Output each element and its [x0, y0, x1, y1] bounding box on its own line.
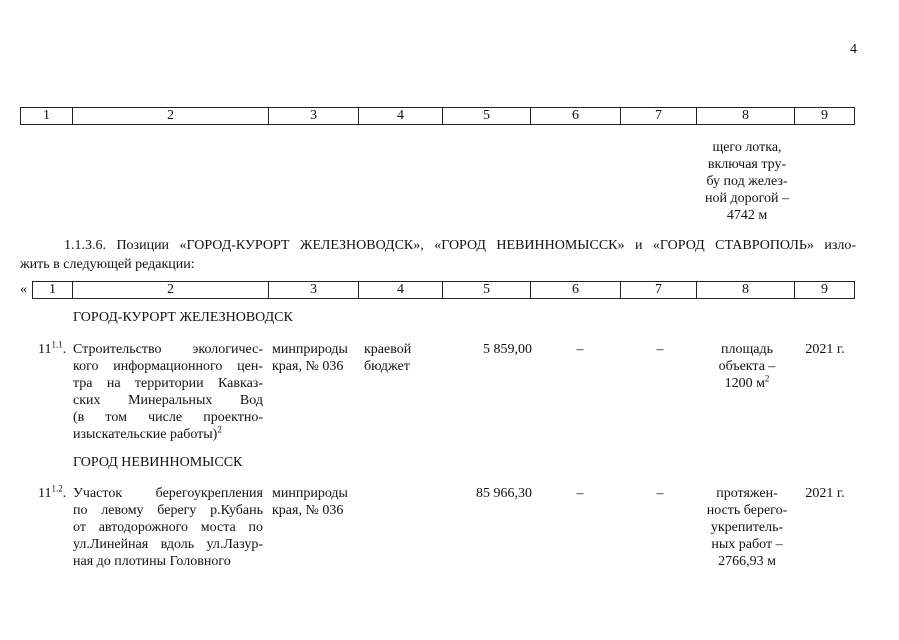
row-number-suffix: .	[62, 342, 67, 357]
column-header-5: 5	[443, 108, 531, 125]
object-name	[73, 485, 263, 570]
column-header-1: 1	[33, 282, 73, 299]
name-line: ул.Линейная вдоль ул.Лазур-	[73, 537, 263, 552]
column-header-1: 1	[21, 108, 73, 125]
source-line: бюджет	[364, 359, 410, 374]
name-line: кого информационного цен-	[73, 359, 263, 374]
column-header-2: 2	[73, 108, 269, 125]
amount: 85 966,30	[476, 486, 532, 501]
column-header-6: 6	[531, 282, 621, 299]
name-line: изыскательские работы)	[73, 427, 218, 442]
column-header-4: 4	[359, 282, 443, 299]
result-indicator	[698, 341, 796, 392]
result-line: укрепитель-	[710, 520, 784, 535]
continued-line: 4742 м	[726, 208, 768, 223]
section-title-nevinnomyssk: ГОРОД НЕВИННОМЫССК	[73, 455, 243, 470]
column-header-7: 7	[621, 282, 697, 299]
paragraph-line-1: 1.1.3.6. Позиции «ГОРОД-КУРОРТ ЖЕЛЕЗНОВОДСК», «ГОРОД НЕВИННОМЫССК» и «ГОРОД СТАВРОПОЛЬ» изло-	[64, 238, 856, 253]
name-line: по левому берегу р.Кубань	[73, 503, 263, 518]
result-line: ных работ –	[711, 537, 783, 552]
column-header-8: 8	[697, 282, 795, 299]
name-line: Участок берегоукрепления	[73, 486, 263, 501]
amendment-paragraph	[20, 236, 856, 274]
table-header-row-top	[20, 107, 855, 125]
year: 2021 г.	[805, 342, 845, 357]
continued-line: включая тру-	[707, 157, 787, 172]
row-number-main: 11	[38, 342, 52, 357]
column-header-3: 3	[269, 108, 359, 125]
footnote-sup: 2	[217, 424, 222, 435]
column-header-6: 6	[531, 108, 621, 125]
column-header-8: 8	[697, 108, 795, 125]
executor-line: края, № 036	[272, 359, 344, 374]
continued-line: бу под желез-	[706, 174, 788, 189]
result-indicator	[698, 485, 796, 570]
executor-line: минприроды	[272, 486, 348, 501]
open-quote: «	[20, 282, 27, 297]
name-line: тра на территории Кавказ-	[73, 376, 263, 391]
name-line: Строительство экологичес-	[73, 342, 263, 357]
result-line: площадь	[721, 342, 773, 357]
row-number-main: 11	[38, 486, 52, 501]
row-number	[38, 341, 72, 358]
result-line: 1200 м	[724, 376, 765, 391]
column-6-value: –	[576, 342, 584, 357]
row-number-sup: 1.1	[51, 339, 63, 350]
object-name	[73, 341, 263, 443]
result-line: объекта –	[718, 359, 776, 374]
row-number-suffix: .	[62, 486, 67, 501]
source-line: краевой	[364, 342, 412, 357]
name-line: ских Минеральных Вод	[73, 393, 263, 408]
name-line: ная до плотины Головного	[73, 554, 231, 569]
column-header-9: 9	[795, 282, 855, 299]
column-header-3: 3	[269, 282, 359, 299]
executor-line: края, № 036	[272, 503, 344, 518]
column-header-2: 2	[73, 282, 269, 299]
executor-line: минприроды	[272, 342, 348, 357]
executor	[272, 341, 360, 375]
row-number-sup: 1.2	[51, 483, 63, 494]
column-header-5: 5	[443, 282, 531, 299]
result-line: ность берего-	[706, 503, 788, 518]
amount: 5 859,00	[483, 342, 532, 357]
continued-line: щего лотка,	[712, 140, 782, 155]
paragraph-line-2: жить в следующей редакции:	[20, 257, 195, 272]
row-number	[38, 485, 72, 502]
section-title-zheleznovodsk: ГОРОД-КУРОРТ ЖЕЛЕЗНОВОДСК	[73, 310, 293, 325]
result-sup: 2	[764, 373, 770, 384]
result-line: протяжен-	[716, 486, 778, 501]
table-header-row-main	[32, 281, 855, 299]
result-line: 2766,93 м	[718, 554, 776, 569]
name-line: от автодорожного моста по	[73, 520, 263, 535]
column-header-9: 9	[795, 108, 855, 125]
continued-cell-text	[698, 139, 796, 224]
executor	[272, 485, 360, 519]
column-7-value: –	[656, 486, 664, 501]
column-7-value: –	[656, 342, 664, 357]
year: 2021 г.	[805, 486, 845, 501]
page-number: 4	[850, 42, 857, 57]
column-header-7: 7	[621, 108, 697, 125]
name-line: (в том числе проектно-	[73, 410, 263, 425]
continued-line: ной дорогой –	[705, 191, 789, 206]
funding-source	[364, 341, 448, 375]
column-6-value: –	[576, 486, 584, 501]
column-header-4: 4	[359, 108, 443, 125]
